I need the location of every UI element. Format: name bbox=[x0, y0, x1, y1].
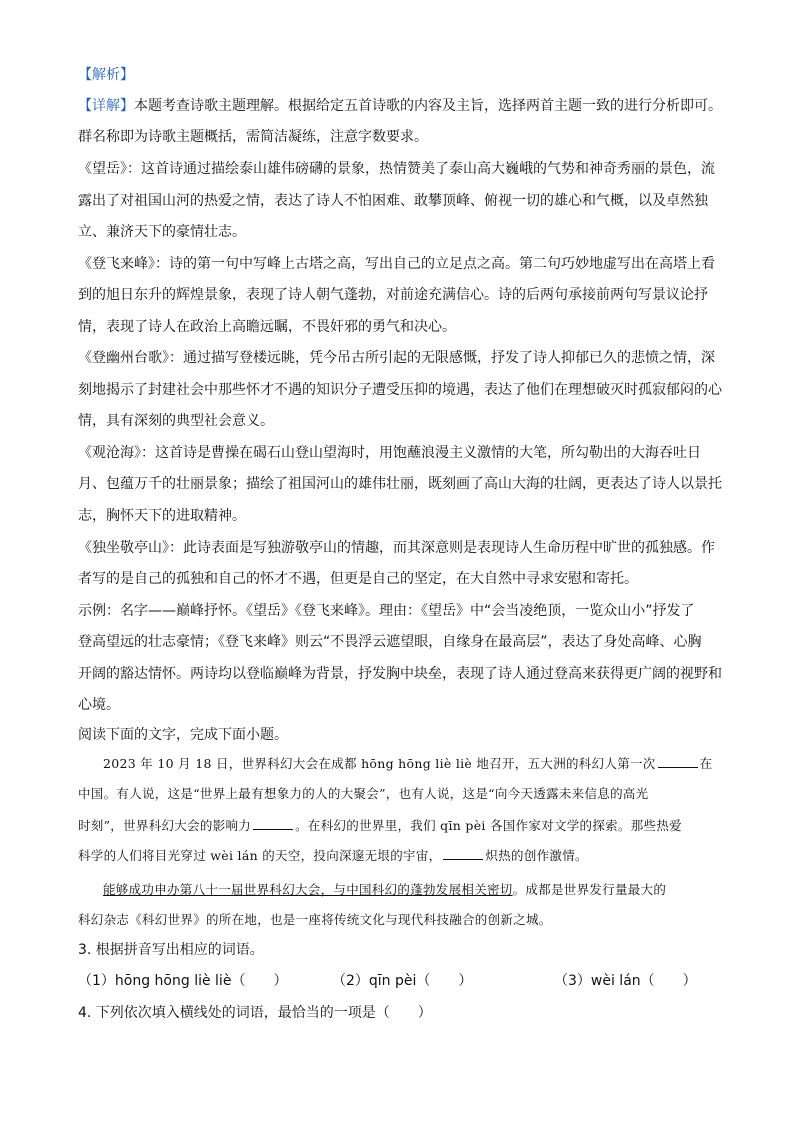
analysis-line: 《登幽州台歌》：通过描写登楼远眺，凭今吊古所引起的无限感慨，抒发了诗人抑郁已久的悲愤之情，深 bbox=[78, 350, 715, 366]
q3-item-3: （3）wèi lán（ ） bbox=[554, 973, 697, 989]
analysis-line: 者写的是自己的孤独和自己的怀才不遇，但更是自己的坚定，在大自然中寻求安慰和寄托。 bbox=[78, 571, 638, 587]
question-3: 3. 根据拼音写出相应的词语。 bbox=[78, 942, 264, 958]
analysis-title: 【解析】 bbox=[78, 67, 134, 83]
analysis-line: 《观沧海》：这首诗是曹操在碣石山登山望海时，用饱蘸浪漫主义激情的大笔，所勾勒出的大海吞吐日 bbox=[78, 445, 701, 461]
passage-text: 。在科幻的世界里，我们 qīn pèi 各国作家对文学的探索。那些热爱 bbox=[295, 818, 682, 833]
analysis-line: 心境。 bbox=[78, 697, 120, 713]
analysis-line: 《独坐敬亭山》：此诗表面是写独游敬亭山的情趣，而其深意则是表现诗人生命历程中旷世的孤独感。作 bbox=[78, 540, 715, 556]
analysis-line: 群名称即为诗歌主题概括，需简洁凝练，注意字数要求。 bbox=[78, 129, 428, 145]
passage-text: 。成都是世界发行量最大的 bbox=[512, 882, 667, 897]
fill-blank bbox=[253, 819, 293, 830]
passage-text: 2023 年 10 月 18 日，世界科幻大会在成都 hōng hōng liè liè 地召开，五大洲的科幻人第一次 bbox=[103, 756, 656, 771]
analysis-line: 月、包蕴万千的壮丽景象；描绘了祖国河山的雄伟壮丽，既刻画了高山大海的壮阔，更表达了诗人以景托 bbox=[78, 476, 722, 492]
passage-line: 科幻杂志《科幻世界》的所在地，也是一座将传统文化与现代科技融合的创新之城。 bbox=[78, 912, 552, 927]
analysis-line: 志，胸怀天下的进取精神。 bbox=[78, 508, 246, 524]
underlined-sentence: 能够成功申办第八十一届世界科幻大会，与中国科幻的蓬勃发展相关密切 bbox=[103, 882, 513, 897]
analysis-line: 登高望远的壮志豪情；《登飞来峰》则云“不畏浮云遮望眼，自缘身在最高层”，表达了身处高峰、心胸 bbox=[78, 634, 702, 650]
analysis-line: 《登飞来峰》：诗的第一句中写峰上古塔之高，写出自己的立足点之高。第二句巧妙地虚写出在高塔上看 bbox=[78, 256, 715, 272]
passage-text: 在 bbox=[699, 756, 713, 771]
analysis-line: 开阔的豁达情怀。两诗均以登临巅峰为背景，抒发胸中块垒，表现了诗人通过登高来获得更广阔的视野和 bbox=[78, 666, 722, 682]
question-4: 4. 下列依次填入横线处的词语，最恰当的一项是（ ） bbox=[78, 1005, 432, 1021]
analysis-line: 《望岳》：这首诗通过描绘泰山雄伟磅礴的景象，热情赞美了泰山高大巍峨的气势和神奇秀丽的景色，流 bbox=[78, 161, 715, 177]
passage-text: 时刻”，世界科幻大会的影响力 bbox=[78, 818, 252, 833]
q3-item-2: （2）qīn pèi（ ） bbox=[332, 973, 473, 989]
passage-line bbox=[78, 818, 728, 834]
analysis-line: 到的旭日东升的辉煌景象，表现了诗人朝气蓬勃，对前途充满信心。诗的后两句承接前两句写景议论抒 bbox=[78, 287, 708, 303]
analysis-line: 情，表现了诗人在政治上高瞻远瞩，不畏奸邪的勇气和决心。 bbox=[78, 319, 456, 335]
analysis-line: 情，具有深刻的典型社会意义。 bbox=[78, 413, 274, 429]
passage-text: 科学的人们将目光穿过 wèi lán 的天空，投向深邃无垠的宇宙， bbox=[78, 848, 442, 863]
analysis-line: 立、兼济天下的豪情壮志。 bbox=[78, 224, 246, 240]
fill-blank bbox=[443, 849, 483, 860]
passage-line bbox=[78, 848, 728, 864]
analysis-line: 露出了对祖国山河的热爱之情，表达了诗人不怕困难、敢攀顶峰、俯视一切的雄心和气概，以及卓然独 bbox=[78, 193, 708, 209]
passage-line: 中国。有人说，这是“世界上最有想象力的人的大聚会”，也有人说，这是“向今天透露未来信息的高光 bbox=[78, 786, 649, 801]
analysis-line bbox=[78, 98, 728, 114]
fill-blank bbox=[658, 757, 698, 768]
analysis-line: 示例：名字——巅峰抒怀。《望岳》《登飞来峰》。理由：《望岳》中“会当凌绝顶，一览众山小”抒发了 bbox=[78, 603, 695, 619]
analysis-line: 刻地揭示了封建社会中那些怀才不遇的知识分子遭受压抑的境遇，表达了他们在理想破灭时孤寂郁闷的心 bbox=[78, 382, 722, 398]
passage-line bbox=[103, 882, 743, 898]
detail-tag: 【详解】 bbox=[78, 98, 134, 114]
passage-text: 炽热的创作激情。 bbox=[485, 848, 588, 863]
q3-item-1: （1）hōng hōng liè liè（ ） bbox=[78, 973, 288, 989]
reading-intro: 阅读下面的文字，完成下面小题。 bbox=[78, 727, 288, 743]
passage-line bbox=[103, 756, 743, 772]
analysis-text: 本题考查诗歌主题理解。根据给定五首诗歌的内容及主旨，选择两首主题一致的进行分析即可。 bbox=[134, 98, 722, 114]
